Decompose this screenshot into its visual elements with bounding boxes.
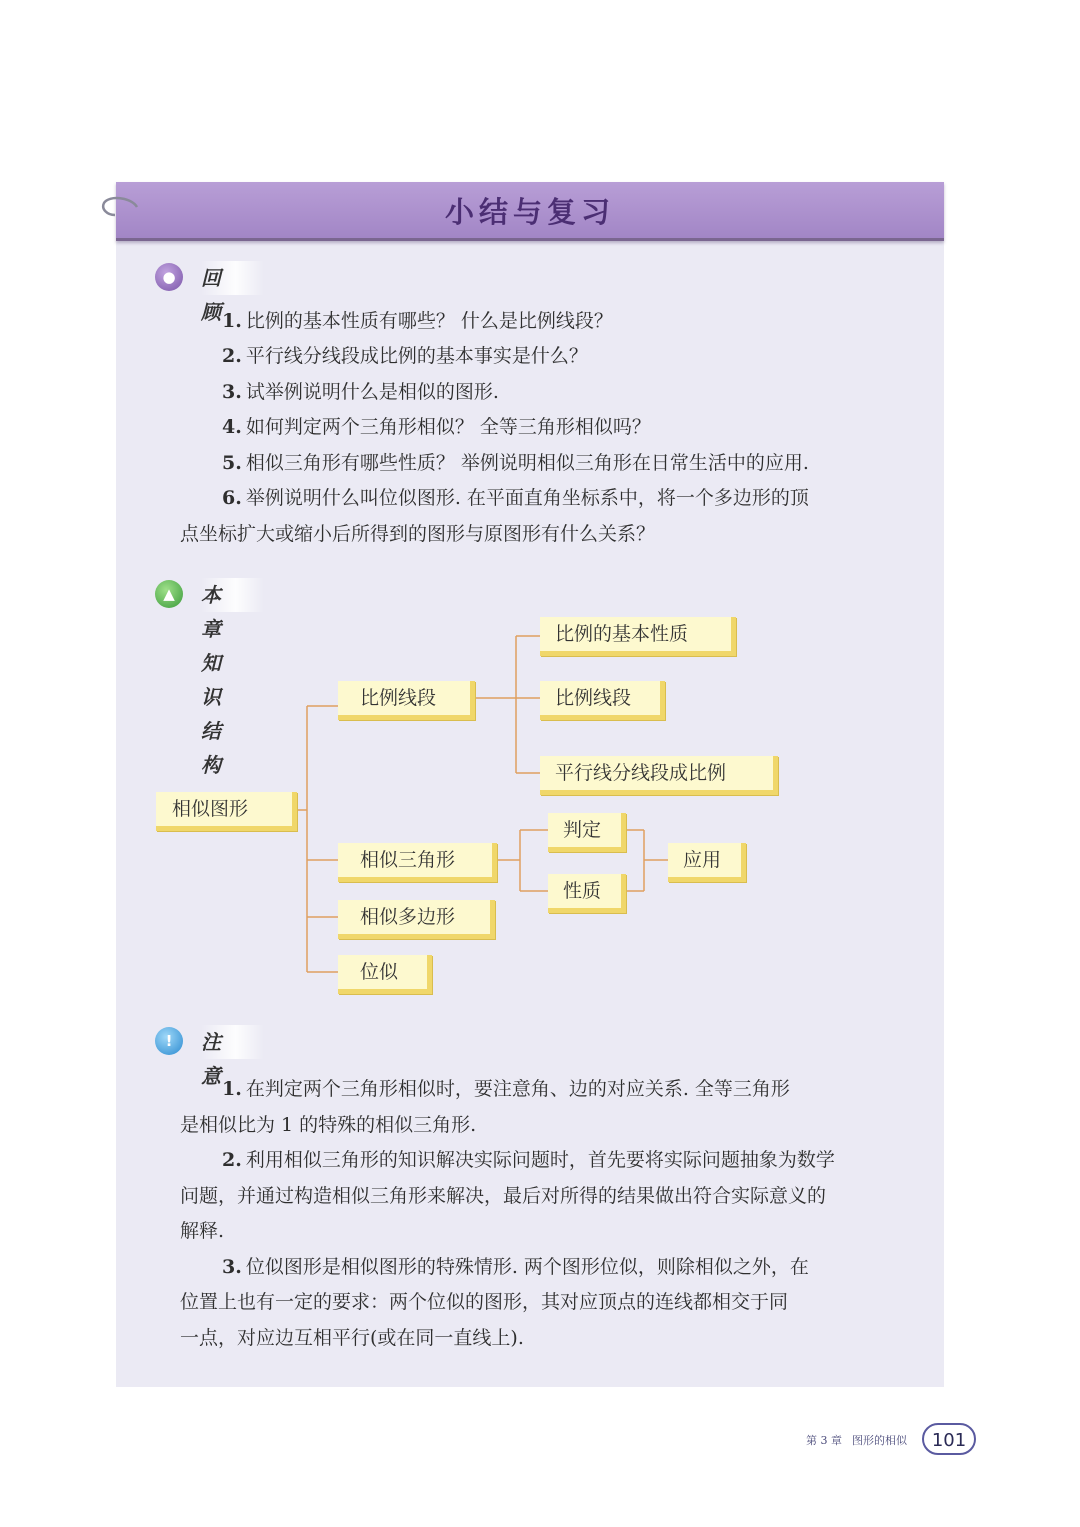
note-item-continuation: 问题，并通过构造相似三角形来解决，最后对所得的结果做出符合实际意义的 [180,1185,827,1207]
exclamation-icon: ! [155,1027,183,1055]
note-item-continuation: 解释. [180,1220,225,1242]
node-proportional-segments-leaf: 比例线段 [540,681,665,720]
footer-chapter-title: 图形的相似 [852,1434,907,1447]
review-item: 3. 试举例说明什么是相似的图形. [222,381,499,403]
note-item-continuation: 位置上也有一定的要求：两个位似的图形，其对应顶点的连线都相交于同 [180,1291,789,1313]
node-homothety: 位似 [338,955,432,994]
node-similar-figures: 相似图形 [156,792,297,831]
note-item: 3. 位似图形是相似图形的特殊情形. 两个图形位似，则除相似之外，在 [222,1256,809,1278]
review-item: 1. 比例的基本性质有哪些？ 什么是比例线段？ [222,310,613,332]
node-similar-triangles: 相似三角形 [338,843,497,882]
review-heading: 回顾 [201,261,264,295]
note-item-continuation: 是相似比为 1 的特殊的相似三角形. [180,1114,477,1136]
footer-chapter: 第 3 章 [806,1434,842,1447]
page-title: 小结与复习 [444,195,615,229]
review-item: 2. 平行线分线段成比例的基本事实是什么？ [222,345,588,367]
review-item: 5. 相似三角形有哪些性质？ 举例说明相似三角形在日常生活中的应用. [222,452,809,474]
note-item: 1. 在判定两个三角形相似时，要注意角、边的对应关系. 全等三角形 [222,1078,790,1100]
node-proportional-segments: 比例线段 [338,681,475,720]
review-item-continuation: 点坐标扩大或缩小后所得到的图形与原图形有什么关系？ [180,523,656,545]
node-application: 应用 [668,843,746,882]
notes-heading: 注意 [201,1025,264,1059]
note-item-continuation: 一点，对应边互相平行(或在同一直线上). [180,1327,524,1349]
node-basic-property: 比例的基本性质 [540,617,736,656]
node-parallel-lines: 平行线分线段成比例 [540,756,778,795]
person-icon: ● [155,263,183,291]
page-number: 101 [922,1423,976,1455]
node-properties: 性质 [548,874,626,913]
review-item: 6. 举例说明什么叫位似图形. 在平面直角坐标系中，将一个多边形的顶 [222,487,809,509]
node-criteria: 判定 [548,813,626,852]
structure-heading: 本章知识结构 [201,578,264,612]
tree-icon: ▲ [155,580,183,608]
node-similar-polygons: 相似多边形 [338,900,495,939]
note-item: 2. 利用相似三角形的知识解决实际问题时，首先要将实际问题抽象为数学 [222,1149,835,1171]
review-item: 4. 如何判定两个三角形相似？ 全等三角形相似吗？ [222,416,651,438]
